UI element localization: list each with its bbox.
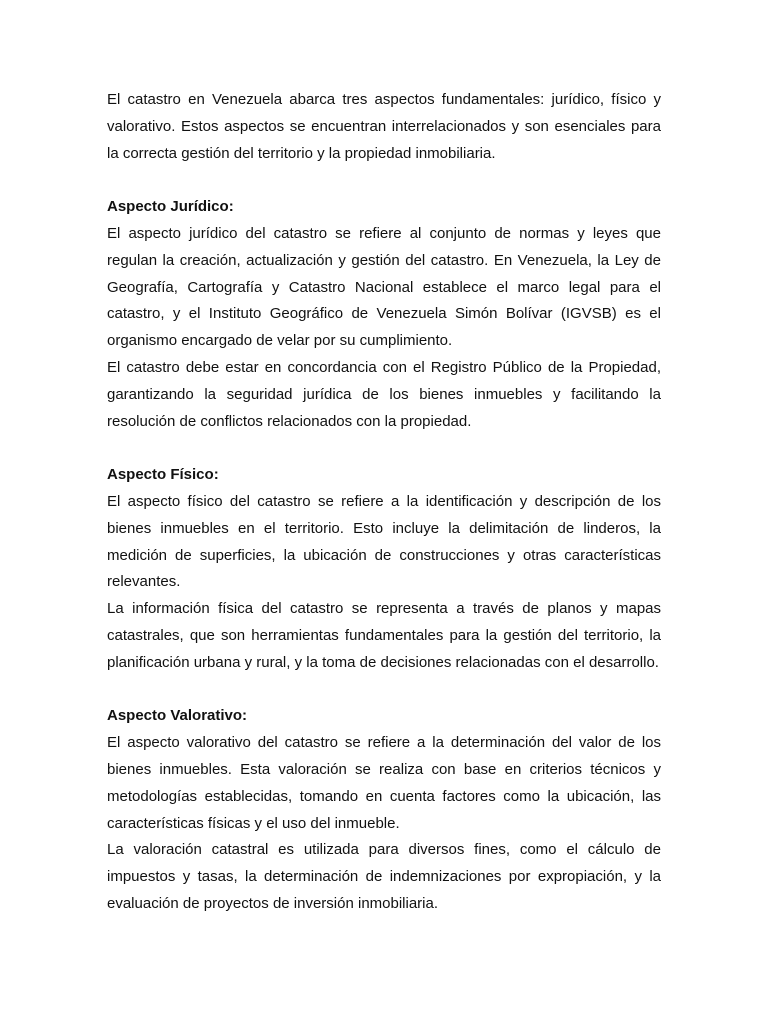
section-paragraph: El aspecto valorativo del catastro se refiere a la determinación del valor de los bienes inmuebles. Esta valoración se realiza con base en criterios técnicos y metodologías establecidas, tomando en cuenta factores como la ubicación, las características físicas y el uso del inmueble. — [107, 734, 661, 832]
section-valorativo — [107, 703, 661, 917]
section-heading: Aspecto Físico: — [107, 466, 219, 484]
section-heading: Aspecto Jurídico: — [107, 198, 234, 216]
section-paragraph: El aspecto físico del catastro se refiere a la identificación y descripción de los bienes inmuebles en el territorio. Esto incluye la delimitación de linderos, la medición de superficies, la ubicación de construcciones y otras características relevantes. — [107, 492, 661, 591]
section-paragraph: La información física del catastro se representa a través de planos y mapas catastrales, que son herramientas fundamentales para la gestión del territorio, la planificación urbana y rural, y la toma de decisiones relacionadas con el desarrollo. — [107, 600, 661, 671]
section-juridico — [107, 194, 661, 435]
section-fisico — [107, 462, 661, 676]
section-paragraph: El aspecto jurídico del catastro se refiere al conjunto de normas y leyes que regulan la creación, actualización y gestión del catastro. En Venezuela, la Ley de Geografía, Cartografía y Catastro Nacional establece el marco legal para el catastro, y el Instituto Geográfico de Venezuela Simón Bolívar (IGVSB) es el organismo encargado de velar por su cumplimiento. — [107, 224, 661, 350]
section-paragraph: La valoración catastral es utilizada para diversos fines, como el cálculo de impuestos y tasas, la determinación de indemnizaciones por expropiación, y la evaluación de proyectos de inversión inmobiliaria. — [107, 841, 661, 912]
section-heading: Aspecto Valorativo: — [107, 707, 248, 725]
document-page — [107, 87, 661, 918]
section-paragraph: El catastro debe estar en concordancia con el Registro Público de la Propiedad, garantizando la seguridad jurídica de los bienes inmuebles y facilitando la resolución de conflictos relacionados con la propiedad. — [107, 358, 661, 430]
intro-paragraph: El catastro en Venezuela abarca tres aspectos fundamentales: jurídico, físico y valorativo. Estos aspectos se encuentran interrelacionados y son esenciales para la correcta gestión del territorio y la propiedad inmobiliaria. — [107, 91, 661, 162]
